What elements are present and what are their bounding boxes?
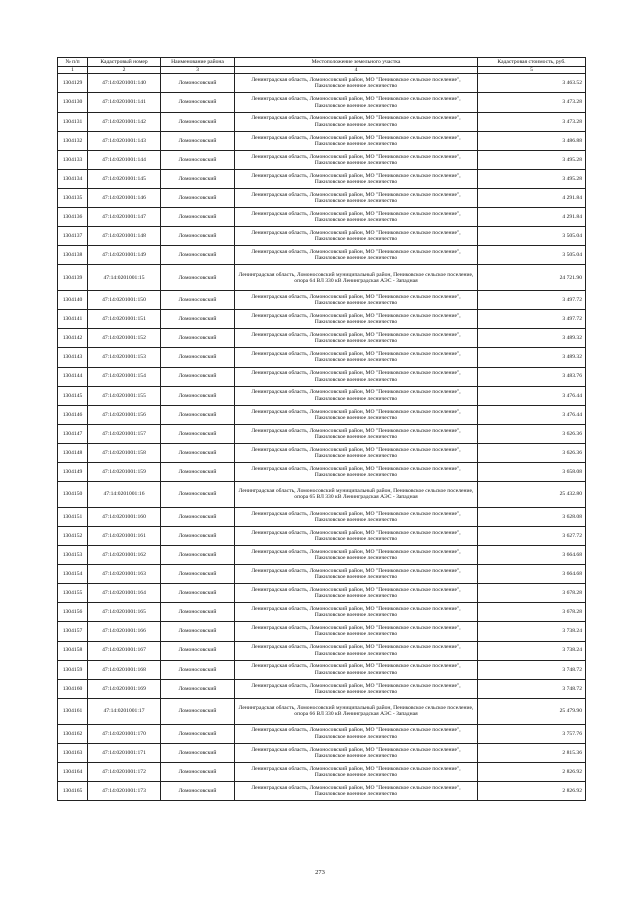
- table-row: [58, 698, 586, 724]
- location-cell: Ленинградская область, Ломоносовский район, МО "Пениковское сельское поселение", Пакиловское военное лесничество: [235, 169, 478, 188]
- location-cell: Ленинградская область, Ломоносовский район, МО "Пениковское сельское поселение", Пакиловское военное лесничество: [235, 112, 478, 131]
- district-cell: Ломоносовский: [161, 367, 235, 386]
- cost-cell: 3 489.32: [478, 329, 586, 348]
- location-cell: Ленинградская область, Ломоносовский район, МО "Пениковское сельское поселение", Пакиловское военное лесничество: [235, 603, 478, 622]
- cadastral-value-table: [57, 57, 586, 801]
- location-cell: Ленинградская область, Ломоносовский район, МО "Пениковское сельское поселение", Пакиловское военное лесничество: [235, 660, 478, 679]
- cadastral-number-cell: 47:14:0201001:16: [88, 482, 161, 508]
- location-cell: Ленинградская область, Ломоносовский район, МО "Пениковское сельское поселение", Пакиловское военное лесничество: [235, 93, 478, 112]
- table-row: [58, 507, 586, 526]
- district-cell: Ломоносовский: [161, 93, 235, 112]
- cost-cell: 3 505.04: [478, 246, 586, 265]
- cost-cell: 3 497.72: [478, 310, 586, 329]
- district-cell: Ломоносовский: [161, 246, 235, 265]
- row-number-cell: 1304135: [58, 188, 88, 207]
- row-number-cell: 1304151: [58, 507, 88, 526]
- district-cell: Ломоносовский: [161, 565, 235, 584]
- cadastral-number-cell: 47:14:0201001:166: [88, 622, 161, 641]
- cost-cell: 3 664.68: [478, 546, 586, 565]
- location-cell: Ленинградская область, Ломоносовский район, МО "Пениковское сельское поселение", Пакиловское военное лесничество: [235, 526, 478, 545]
- cadastral-number-cell: 47:14:0201001:165: [88, 603, 161, 622]
- row-number-cell: 1304136: [58, 208, 88, 227]
- district-cell: Ломоносовский: [161, 424, 235, 443]
- column-number-row: [58, 67, 586, 74]
- row-number-cell: 1304140: [58, 291, 88, 310]
- cost-cell: 3 473.28: [478, 112, 586, 131]
- row-number-cell: 1304148: [58, 443, 88, 462]
- table-row: [58, 246, 586, 265]
- cadastral-number-cell: 47:14:0201001:146: [88, 188, 161, 207]
- row-number-cell: 1304129: [58, 74, 88, 93]
- location-cell: Ленинградская область, Ломоносовский муниципальный район, Пениковское сельское поселение, опора 64 ВЛ 330 кВ Ленинградская АЭС - Западная: [235, 265, 478, 291]
- location-cell: Ленинградская область, Ломоносовский район, МО "Пениковское сельское поселение", Пакиловское военное лесничество: [235, 367, 478, 386]
- cost-cell: 3 664.68: [478, 565, 586, 584]
- table-row: [58, 112, 586, 131]
- district-cell: Ломоносовский: [161, 743, 235, 762]
- location-cell: Ленинградская область, Ломоносовский район, МО "Пениковское сельское поселение", Пакиловское военное лесничество: [235, 188, 478, 207]
- cost-cell: 3 463.52: [478, 74, 586, 93]
- cadastral-number-cell: 47:14:0201001:164: [88, 584, 161, 603]
- cadastral-number-cell: 47:14:0201001:159: [88, 462, 161, 481]
- row-number-cell: 1304149: [58, 462, 88, 481]
- table-row: [58, 208, 586, 227]
- district-cell: Ломоносовский: [161, 546, 235, 565]
- row-number-cell: 1304130: [58, 93, 88, 112]
- district-cell: Ломоносовский: [161, 188, 235, 207]
- row-number-cell: 1304138: [58, 246, 88, 265]
- table-row: [58, 743, 586, 762]
- column-number-5: 5: [478, 67, 586, 74]
- location-cell: Ленинградская область, Ломоносовский муниципальный район, Пениковское сельское поселение, опора 66 ВЛ 330 кВ Ленинградская АЭС - Западная: [235, 698, 478, 724]
- row-number-cell: 1304150: [58, 482, 88, 508]
- cost-cell: 3 495.28: [478, 150, 586, 169]
- district-cell: Ломоносовский: [161, 112, 235, 131]
- cost-cell: 3 658.08: [478, 462, 586, 481]
- district-cell: Ломоносовский: [161, 603, 235, 622]
- cadastral-number-cell: 47:14:0201001:140: [88, 74, 161, 93]
- row-number-cell: 1304146: [58, 405, 88, 424]
- cadastral-number-cell: 47:14:0201001:142: [88, 112, 161, 131]
- cost-cell: 3 483.76: [478, 367, 586, 386]
- row-number-cell: 1304142: [58, 329, 88, 348]
- cost-cell: 3 473.28: [478, 93, 586, 112]
- district-cell: Ломоносовский: [161, 507, 235, 526]
- district-cell: Ломоносовский: [161, 74, 235, 93]
- table-row: [58, 169, 586, 188]
- cost-cell: 3 748.72: [478, 660, 586, 679]
- location-cell: Ленинградская область, Ломоносовский район, МО "Пениковское сельское поселение", Пакиловское военное лесничество: [235, 679, 478, 698]
- location-cell: Ленинградская область, Ломоносовский район, МО "Пениковское сельское поселение", Пакиловское военное лесничество: [235, 310, 478, 329]
- row-number-cell: 1304159: [58, 660, 88, 679]
- district-cell: Ломоносовский: [161, 169, 235, 188]
- cost-cell: 2 815.36: [478, 743, 586, 762]
- cadastral-number-cell: 47:14:0201001:154: [88, 367, 161, 386]
- table-row: [58, 724, 586, 743]
- cost-cell: 3 476.44: [478, 386, 586, 405]
- cadastral-number-cell: 47:14:0201001:150: [88, 291, 161, 310]
- row-number-cell: 1304165: [58, 781, 88, 800]
- district-cell: Ломоносовский: [161, 641, 235, 660]
- header-number: № п/п: [58, 58, 88, 67]
- column-number-3: 3: [161, 67, 235, 74]
- table-row: [58, 584, 586, 603]
- table-row: [58, 482, 586, 508]
- cost-cell: 3 495.28: [478, 169, 586, 188]
- table-row: [58, 348, 586, 367]
- table-row: [58, 291, 586, 310]
- cost-cell: 3 738.24: [478, 622, 586, 641]
- location-cell: Ленинградская область, Ломоносовский район, МО "Пениковское сельское поселение", Пакиловское военное лесничество: [235, 762, 478, 781]
- cadastral-number-cell: 47:14:0201001:168: [88, 660, 161, 679]
- cadastral-number-cell: 47:14:0201001:15: [88, 265, 161, 291]
- cadastral-number-cell: 47:14:0201001:145: [88, 169, 161, 188]
- location-cell: Ленинградская область, Ломоносовский район, МО "Пениковское сельское поселение", Пакиловское военное лесничество: [235, 424, 478, 443]
- cost-cell: 4 291.84: [478, 208, 586, 227]
- table-row: [58, 565, 586, 584]
- row-number-cell: 1304137: [58, 227, 88, 246]
- cadastral-number-cell: 47:14:0201001:169: [88, 679, 161, 698]
- row-number-cell: 1304163: [58, 743, 88, 762]
- cost-cell: 3 626.36: [478, 443, 586, 462]
- location-cell: Ленинградская область, Ломоносовский район, МО "Пениковское сельское поселение", Пакиловское военное лесничество: [235, 724, 478, 743]
- table-row: [58, 150, 586, 169]
- cost-cell: 25 479.90: [478, 698, 586, 724]
- row-number-cell: 1304162: [58, 724, 88, 743]
- cadastral-number-cell: 47:14:0201001:173: [88, 781, 161, 800]
- row-number-cell: 1304133: [58, 150, 88, 169]
- location-cell: Ленинградская область, Ломоносовский район, МО "Пениковское сельское поселение", Пакиловское военное лесничество: [235, 74, 478, 93]
- table-row: [58, 443, 586, 462]
- district-cell: Ломоносовский: [161, 348, 235, 367]
- district-cell: Ломоносовский: [161, 208, 235, 227]
- table-row: [58, 603, 586, 622]
- cadastral-number-cell: 47:14:0201001:172: [88, 762, 161, 781]
- cadastral-number-cell: 47:14:0201001:153: [88, 348, 161, 367]
- location-cell: Ленинградская область, Ломоносовский район, МО "Пениковское сельское поселение", Пакиловское военное лесничество: [235, 507, 478, 526]
- cost-cell: 3 738.24: [478, 641, 586, 660]
- location-cell: Ленинградская область, Ломоносовский район, МО "Пениковское сельское поселение", Пакиловское военное лесничество: [235, 150, 478, 169]
- location-cell: Ленинградская область, Ломоносовский район, МО "Пениковское сельское поселение", Пакиловское военное лесничество: [235, 386, 478, 405]
- row-number-cell: 1304143: [58, 348, 88, 367]
- table-row: [58, 329, 586, 348]
- location-cell: Ленинградская область, Ломоносовский район, МО "Пениковское сельское поселение", Пакиловское военное лесничество: [235, 781, 478, 800]
- district-cell: Ломоносовский: [161, 584, 235, 603]
- district-cell: Ломоносовский: [161, 698, 235, 724]
- cost-cell: 3 497.72: [478, 291, 586, 310]
- location-cell: Ленинградская область, Ломоносовский район, МО "Пениковское сельское поселение", Пакиловское военное лесничество: [235, 743, 478, 762]
- table-row: [58, 462, 586, 481]
- location-cell: Ленинградская область, Ломоносовский район, МО "Пениковское сельское поселение", Пакиловское военное лесничество: [235, 246, 478, 265]
- cadastral-number-cell: 47:14:0201001:161: [88, 526, 161, 545]
- cost-cell: 3 486.88: [478, 131, 586, 150]
- cost-cell: 3 505.04: [478, 227, 586, 246]
- district-cell: Ломоносовский: [161, 724, 235, 743]
- cadastral-number-cell: 47:14:0201001:155: [88, 386, 161, 405]
- table-row: [58, 762, 586, 781]
- cadastral-number-cell: 47:14:0201001:147: [88, 208, 161, 227]
- district-cell: Ломоносовский: [161, 622, 235, 641]
- location-cell: Ленинградская область, Ломоносовский район, МО "Пениковское сельское поселение", Пакиловское военное лесничество: [235, 227, 478, 246]
- location-cell: Ленинградская область, Ломоносовский район, МО "Пениковское сельское поселение", Пакиловское военное лесничество: [235, 208, 478, 227]
- district-cell: Ломоносовский: [161, 386, 235, 405]
- location-cell: Ленинградская область, Ломоносовский район, МО "Пениковское сельское поселение", Пакиловское военное лесничество: [235, 291, 478, 310]
- row-number-cell: 1304147: [58, 424, 88, 443]
- district-cell: Ломоносовский: [161, 291, 235, 310]
- location-cell: Ленинградская область, Ломоносовский район, МО "Пениковское сельское поселение", Пакиловское военное лесничество: [235, 546, 478, 565]
- row-number-cell: 1304158: [58, 641, 88, 660]
- location-cell: Ленинградская область, Ломоносовский район, МО "Пениковское сельское поселение", Пакиловское военное лесничество: [235, 622, 478, 641]
- table-row: [58, 405, 586, 424]
- cadastral-number-cell: 47:14:0201001:157: [88, 424, 161, 443]
- table-row: [58, 386, 586, 405]
- district-cell: Ломоносовский: [161, 679, 235, 698]
- cadastral-number-cell: 47:14:0201001:152: [88, 329, 161, 348]
- cadastral-number-cell: 47:14:0201001:149: [88, 246, 161, 265]
- row-number-cell: 1304131: [58, 112, 88, 131]
- row-number-cell: 1304154: [58, 565, 88, 584]
- cost-cell: 25 432.80: [478, 482, 586, 508]
- cadastral-number-cell: 47:14:0201001:160: [88, 507, 161, 526]
- row-number-cell: 1304157: [58, 622, 88, 641]
- cost-cell: 2 826.92: [478, 781, 586, 800]
- table-header-row: [58, 58, 586, 67]
- district-cell: Ломоносовский: [161, 310, 235, 329]
- district-cell: Ломоносовский: [161, 443, 235, 462]
- cadastral-number-cell: 47:14:0201001:171: [88, 743, 161, 762]
- table-row: [58, 424, 586, 443]
- district-cell: Ломоносовский: [161, 526, 235, 545]
- district-cell: Ломоносовский: [161, 405, 235, 424]
- table-row: [58, 546, 586, 565]
- table-row: [58, 641, 586, 660]
- row-number-cell: 1304156: [58, 603, 88, 622]
- row-number-cell: 1304139: [58, 265, 88, 291]
- cadastral-number-cell: 47:14:0201001:163: [88, 565, 161, 584]
- cost-cell: 3 627.72: [478, 526, 586, 545]
- row-number-cell: 1304145: [58, 386, 88, 405]
- cost-cell: 3 628.08: [478, 507, 586, 526]
- location-cell: Ленинградская область, Ломоносовский район, МО "Пениковское сельское поселение", Пакиловское военное лесничество: [235, 405, 478, 424]
- row-number-cell: 1304141: [58, 310, 88, 329]
- location-cell: Ленинградская область, Ломоносовский район, МО "Пениковское сельское поселение", Пакиловское военное лесничество: [235, 348, 478, 367]
- cost-cell: 3 489.32: [478, 348, 586, 367]
- cadastral-number-cell: 47:14:0201001:143: [88, 131, 161, 150]
- location-cell: Ленинградская область, Ломоносовский район, МО "Пениковское сельское поселение", Пакиловское военное лесничество: [235, 329, 478, 348]
- table-row: [58, 188, 586, 207]
- table-row: [58, 131, 586, 150]
- district-cell: Ломоносовский: [161, 482, 235, 508]
- location-cell: Ленинградская область, Ломоносовский муниципальный район, Пениковское сельское поселение, опора 65 ВЛ 330 кВ Ленинградская АЭС - Западная: [235, 482, 478, 508]
- row-number-cell: 1304152: [58, 526, 88, 545]
- cadastral-number-cell: 47:14:0201001:141: [88, 93, 161, 112]
- cadastral-number-cell: 47:14:0201001:162: [88, 546, 161, 565]
- header-cost: Кадастровая стоимость, руб.: [478, 58, 586, 67]
- table-row: [58, 367, 586, 386]
- district-cell: Ломоносовский: [161, 150, 235, 169]
- district-cell: Ломоносовский: [161, 462, 235, 481]
- row-number-cell: 1304134: [58, 169, 88, 188]
- location-cell: Ленинградская область, Ломоносовский район, МО "Пениковское сельское поселение", Пакиловское военное лесничество: [235, 462, 478, 481]
- row-number-cell: 1304155: [58, 584, 88, 603]
- cost-cell: 3 678.28: [478, 603, 586, 622]
- table-row: [58, 660, 586, 679]
- cadastral-number-cell: 47:14:0201001:156: [88, 405, 161, 424]
- cost-cell: 4 291.84: [478, 188, 586, 207]
- column-number-2: 2: [88, 67, 161, 74]
- location-cell: Ленинградская область, Ломоносовский район, МО "Пениковское сельское поселение", Пакиловское военное лесничество: [235, 641, 478, 660]
- location-cell: Ленинградская область, Ломоносовский район, МО "Пениковское сельское поселение", Пакиловское военное лесничество: [235, 565, 478, 584]
- location-cell: Ленинградская область, Ломоносовский район, МО "Пениковское сельское поселение", Пакиловское военное лесничество: [235, 443, 478, 462]
- district-cell: Ломоносовский: [161, 265, 235, 291]
- table-row: [58, 227, 586, 246]
- cost-cell: 3 757.76: [478, 724, 586, 743]
- district-cell: Ломоносовский: [161, 131, 235, 150]
- row-number-cell: 1304160: [58, 679, 88, 698]
- table-row: [58, 622, 586, 641]
- cost-cell: 24 721.90: [478, 265, 586, 291]
- cadastral-number-cell: 47:14:0201001:17: [88, 698, 161, 724]
- location-cell: Ленинградская область, Ломоносовский район, МО "Пениковское сельское поселение", Пакиловское военное лесничество: [235, 584, 478, 603]
- cadastral-number-cell: 47:14:0201001:167: [88, 641, 161, 660]
- header-district: Наименование района: [161, 58, 235, 67]
- cadastral-number-cell: 47:14:0201001:144: [88, 150, 161, 169]
- row-number-cell: 1304153: [58, 546, 88, 565]
- district-cell: Ломоносовский: [161, 762, 235, 781]
- location-cell: Ленинградская область, Ломоносовский район, МО "Пениковское сельское поселение", Пакиловское военное лесничество: [235, 131, 478, 150]
- cost-cell: 3 678.28: [478, 584, 586, 603]
- cadastral-number-cell: 47:14:0201001:151: [88, 310, 161, 329]
- table-row: [58, 526, 586, 545]
- district-cell: Ломоносовский: [161, 660, 235, 679]
- district-cell: Ломоносовский: [161, 781, 235, 800]
- column-number-4: 4: [235, 67, 478, 74]
- column-number-1: 1: [58, 67, 88, 74]
- district-cell: Ломоносовский: [161, 227, 235, 246]
- row-number-cell: 1304164: [58, 762, 88, 781]
- cadastral-number-cell: 47:14:0201001:158: [88, 443, 161, 462]
- row-number-cell: 1304132: [58, 131, 88, 150]
- page-number: 273: [315, 869, 325, 876]
- table-row: [58, 781, 586, 800]
- cadastral-number-cell: 47:14:0201001:148: [88, 227, 161, 246]
- cost-cell: 3 748.72: [478, 679, 586, 698]
- table-row: [58, 265, 586, 291]
- cost-cell: 3 626.36: [478, 424, 586, 443]
- table-row: [58, 74, 586, 93]
- cost-cell: 3 476.44: [478, 405, 586, 424]
- cadastral-number-cell: 47:14:0201001:170: [88, 724, 161, 743]
- header-cadastral-number: Кадастровый номер: [88, 58, 161, 67]
- cost-cell: 2 826.92: [478, 762, 586, 781]
- row-number-cell: 1304161: [58, 698, 88, 724]
- row-number-cell: 1304144: [58, 367, 88, 386]
- table-row: [58, 93, 586, 112]
- header-location: Местоположение земельного участка: [235, 58, 478, 67]
- district-cell: Ломоносовский: [161, 329, 235, 348]
- table-row: [58, 679, 586, 698]
- table-row: [58, 310, 586, 329]
